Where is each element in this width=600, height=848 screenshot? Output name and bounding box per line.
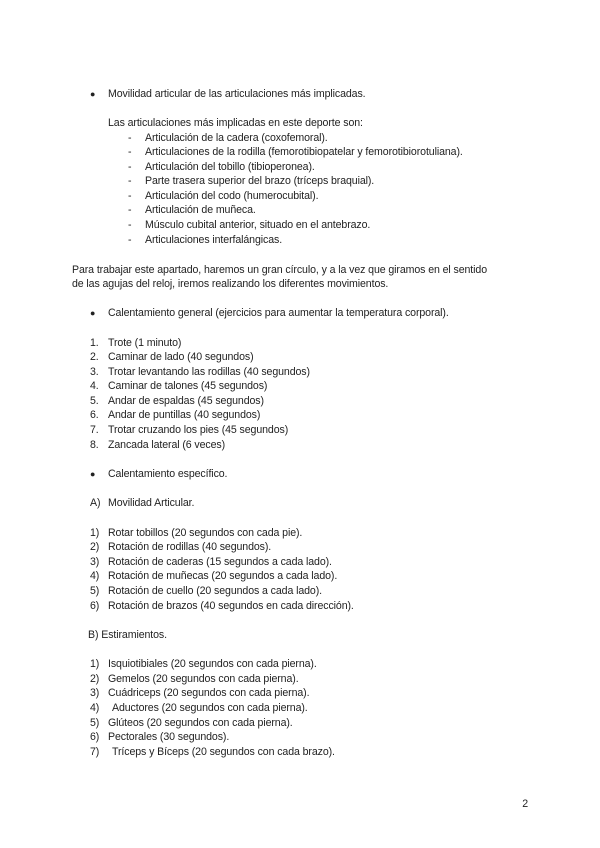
list-number: 3. (90, 366, 99, 378)
list-number: 1) (90, 658, 100, 670)
list-item: Articulación del tobillo (tibioperonea). (145, 161, 315, 173)
list-number: 7. (90, 424, 99, 436)
dash-marker: - (128, 204, 132, 216)
list-number: 2) (90, 541, 100, 553)
dash-marker: - (128, 219, 132, 231)
dash-marker: - (128, 161, 132, 173)
list-number: 1) (90, 527, 100, 539)
section-title-specific: Calentamiento específico. (108, 468, 228, 480)
list-number: 3) (90, 556, 100, 568)
list-number: 5) (90, 585, 100, 597)
list-number: 4. (90, 380, 99, 392)
dash-marker: - (128, 190, 132, 202)
list-item: Rotación de brazos (40 segundos en cada dirección). (108, 600, 354, 612)
list-item: Cuádriceps (20 segundos con cada pierna). (108, 687, 310, 699)
list-item: Caminar de talones (45 segundos) (108, 380, 268, 392)
list-item: Articulación del codo (humerocubital). (145, 190, 319, 202)
list-item: Tríceps y Bíceps (20 segundos con cada brazo). (112, 746, 335, 758)
list-item: Caminar de lado (40 segundos) (108, 351, 254, 363)
list-item: Trotar levantando las rodillas (40 segundos) (108, 366, 310, 378)
list-item: Rotación de muñecas (20 segundos a cada lado). (108, 570, 338, 582)
list-number: 2. (90, 351, 99, 363)
list-item: Trote (1 minuto) (108, 337, 182, 349)
list-item: Rotación de caderas (15 segundos a cada lado). (108, 556, 332, 568)
list-number: 2) (90, 673, 100, 685)
articulaciones-intro: Las articulaciones más implicadas en este deporte son: (108, 117, 363, 129)
list-number: 6. (90, 409, 99, 421)
list-item: Rotación de cuello (20 segundos a cada lado). (108, 585, 322, 597)
list-item: Andar de espaldas (45 segundos) (108, 395, 264, 407)
list-number: 4) (90, 570, 100, 582)
paragraph-line: Para trabajar este apartado, haremos un gran círculo, y a la vez que giramos en el sentido (72, 264, 487, 276)
list-item: Rotación de rodillas (40 segundos). (108, 541, 272, 553)
subsection-title-movilidad: Movilidad Articular. (108, 497, 195, 509)
dash-marker: - (128, 132, 132, 144)
list-item: Articulaciones de la rodilla (femorotibiopatelar y femorotibiorotuliana). (145, 146, 463, 158)
list-number: 8. (90, 439, 99, 451)
list-number: 6) (90, 600, 100, 612)
list-number: 1. (90, 337, 99, 349)
list-item: Articulaciones interfalángicas. (145, 234, 283, 246)
list-item: Aductores (20 segundos con cada pierna). (112, 702, 308, 714)
list-item: Articulación de la cadera (coxofemoral). (145, 132, 328, 144)
page-number: 2 (522, 798, 528, 810)
bullet-icon: ● (90, 469, 96, 479)
list-number: 3) (90, 687, 100, 699)
list-item: Parte trasera superior del brazo (tríceps braquial). (145, 175, 375, 187)
dash-marker: - (128, 175, 132, 187)
list-number: 4) (90, 702, 100, 714)
bullet-icon: ● (90, 89, 96, 99)
list-item: Zancada lateral (6 veces) (108, 439, 226, 451)
bullet-icon: ● (90, 308, 96, 318)
list-item: Trotar cruzando los pies (45 segundos) (108, 424, 289, 436)
list-number: 6) (90, 731, 100, 743)
paragraph-line: de las agujas del reloj, iremos realizando los diferentes movimientos. (72, 278, 389, 290)
list-number: 7) (90, 746, 100, 758)
list-item: Músculo cubital anterior, situado en el antebrazo. (145, 219, 371, 231)
dash-marker: - (128, 234, 132, 246)
list-item: Pectorales (30 segundos). (108, 731, 230, 743)
list-item: Gemelos (20 segundos con cada pierna). (108, 673, 299, 685)
list-item: Andar de puntillas (40 segundos) (108, 409, 261, 421)
section-title-general: Calentamiento general (ejercicios para aumentar la temperatura corporal). (108, 307, 449, 319)
sub-marker-a: A) (90, 497, 101, 509)
list-item: Glúteos (20 segundos con cada pierna). (108, 717, 293, 729)
list-item: Rotar tobillos (20 segundos con cada pie). (108, 527, 303, 539)
list-item: Isquiotibiales (20 segundos con cada pierna). (108, 658, 317, 670)
list-number: 5. (90, 395, 99, 407)
section-title-movilidad: Movilidad articular de las articulaciones más implicadas. (108, 88, 366, 100)
dash-marker: - (128, 146, 132, 158)
list-number: 5) (90, 717, 100, 729)
subsection-title-estiramientos: B) Estiramientos. (88, 629, 167, 641)
list-item: Articulación de muñeca. (145, 204, 256, 216)
